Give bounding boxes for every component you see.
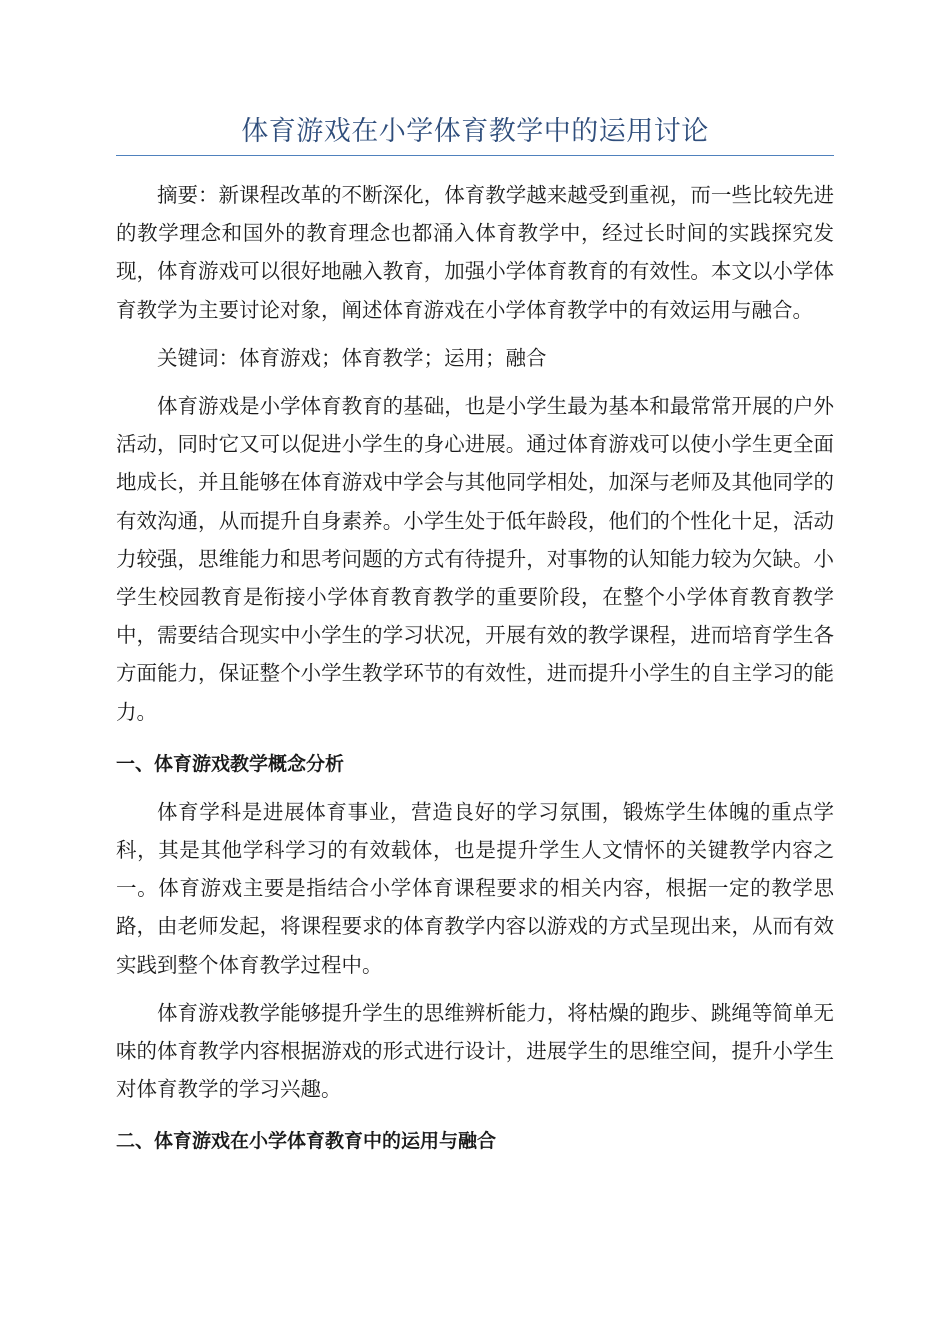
- document-title: 体育游戏在小学体育教学中的运用讨论: [116, 112, 834, 156]
- keywords-paragraph: 关键词：体育游戏；体育教学；运用；融合: [157, 345, 547, 370]
- document-page: [116, 112, 834, 1160]
- section-1-heading: 一、体育游戏教学概念分析: [116, 752, 345, 775]
- section-2-heading: 二、体育游戏在小学体育教育中的运用与融合: [116, 1130, 497, 1153]
- intro-paragraph: 体育游戏是小学体育教育的基础，也是小学生最为基本和最常常开展的户外活动，同时它又可以促进小学生的身心进展。通过体育游戏可以使小学生更全面地成长，并且能够在体育游戏中学会与其他同学相处，加深与老师及其他同学的有效沟通，从而提升自身素养。小学生处于低年龄段，他们的个性化十足，活动力较强，思维能力和思考问题的方式有待提升，对事物的认知能力较为欠缺。小学生校园教育是衔接小学体育教育教学的重要阶段，在整个小学体育教育教学中，需要结合现实中小学生的学习状况，开展有效的教学课程，进而培育学生各方面能力，保证整个小学生教学环节的有效性，进而提升小学生的自主学习的能力。: [116, 394, 834, 724]
- section-1-paragraph-1: 体育学科是进展体育事业，营造良好的学习氛围，锻炼学生体魄的重点学科，其是其他学科学习的有效载体，也是提升学生人文情怀的关键教学内容之一。体育游戏主要是指结合小学体育课程要求的相关内容，根据一定的教学思路，由老师发起，将课程要求的体育教学内容以游戏的方式呈现出来，从而有效实践到整个体育教学过程中。: [116, 799, 834, 977]
- abstract-paragraph: 摘要：新课程改革的不断深化，体育教学越来越受到重视，而一些比较先进的教学理念和国外的教育理念也都涌入体育教学中，经过长时间的实践探究发现，体育游戏可以很好地融入教育，加强小学体育教育的有效性。本文以小学体育教学为主要讨论对象，阐述体育游戏在小学体育教学中的有效运用与融合。: [116, 183, 834, 322]
- section-1-paragraph-2: 体育游戏教学能够提升学生的思维辨析能力，将枯燥的跑步、跳绳等简单无味的体育教学内容根据游戏的形式进行设计，进展学生的思维空间，提升小学生对体育教学的学习兴趣。: [116, 1000, 834, 1102]
